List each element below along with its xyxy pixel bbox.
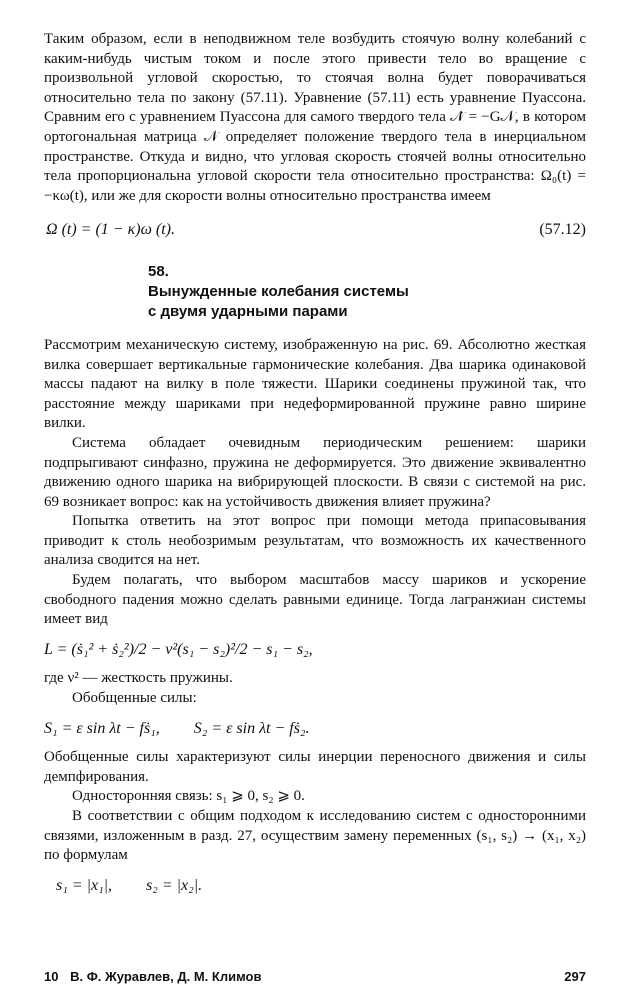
generalized-forces-formula bbox=[44, 719, 586, 739]
paragraph-poisson-equation: Таким образом, если в неподвижном теле возбудить стоячую волну колебаний с каким-нибудь чистым током и после этого привести тело во вращение с произвольной угловой скоростью, то стоячая волна будет поворачиваться относительно тела по закону (57.11). Уравнение (57.11) есть уравнение Пуассона. Сравним его с уравнением Пуассона для самого твердого тела 𝒩̇ = −G𝒩, в котором ортогональная матрица 𝒩 определяет положение твердого тела в инерциальном пространстве. Откуда и видно, что угловая скорость стоячей волны относительно тела пропорциональна угловой скорости тела относительно пространства: Ω₀(t) = −κω(t), или же для скорости волны относительно пространства имеем bbox=[44, 31, 586, 204]
paragraph-mechanical-system: Рассмотрим механическую систему, изображенную на рис. 69. Абсолютно жесткая вилка совершает вертикальные гармонические колебания. Два шарика одинаковой массы падают на вилку в поле тяжести. Шарики соединены пружиной так, что расстояние между шариками при недеформированной пружине равно ширине вилки. bbox=[44, 336, 586, 432]
section-title-line-1: Вынужденные колебания системы bbox=[148, 282, 409, 300]
page-number: 297 bbox=[564, 969, 586, 984]
paragraph-generalized-forces-label: Обобщенные силы: bbox=[72, 690, 197, 707]
force-2-formula: S₂ = ε sin λt − fṡ₂. bbox=[193, 719, 310, 737]
footer-authors: В. Ф. Журавлев, Д. М. Климов bbox=[70, 969, 262, 984]
substitution-1-formula: s₁ = |x₁|, bbox=[56, 876, 113, 894]
section-heading bbox=[148, 262, 586, 322]
force-1-formula: S₁ = ε sin λt − fṡ₁, bbox=[44, 719, 160, 737]
paragraph-periodic-solution: Система обладает очевидным периодическим решением: шарики подпрыгивают синфазно, пружина не деформируется. Это движение эквивалентно движению одного шарика на вибрирующей плоскости. В связи с системой на рис. 69 возникает вопрос: как на устойчивость движения влияет пружина? bbox=[44, 434, 586, 510]
paragraph-forces-meaning: Обобщенные силы характеризуют силы инерции переносного движения и силы демпфирования. bbox=[44, 749, 586, 785]
signature-number: 10 bbox=[44, 969, 59, 984]
section-number: 58. bbox=[148, 262, 169, 280]
lagrangian-formula: L = (ṡ₁² + ṡ₂²)/2 − ν²(s₁ − s₂)²/2 − s₁ − s₂, bbox=[44, 640, 313, 658]
substitution-formula bbox=[44, 876, 586, 896]
footer-signature bbox=[44, 969, 269, 984]
paragraph-variable-change: В соответствии с общим подходом к исследованию систем с односторонними связями, изложенным в разд. 27, осуществим замену переменных (s₁, s₂) → (x₁, x₂) по формулам bbox=[44, 808, 586, 864]
paragraph-fitting-method: Попытка ответить на этот вопрос при помощи метода припасовывания приводит к столь необозримым результатам, что возможность их качественного анализа сводится на нет. bbox=[44, 513, 586, 569]
paragraph-unilateral-constraint: Односторонняя связь: s₁ ⩾ 0, s₂ ⩾ 0. bbox=[72, 788, 305, 805]
paragraph-spring-stiffness: где ν² — жесткость пружины. bbox=[44, 670, 233, 687]
paragraph-scaling: Будем полагать, что выбором масштабов массу шариков и ускорение свободного падения можно сделать равными единице. Тогда лагранжиан системы имеет вид bbox=[44, 572, 586, 628]
substitution-2-formula: s₂ = |x₂|. bbox=[146, 876, 203, 894]
equation-57-12-formula: Ω (t) = (1 − κ)ω (t). bbox=[46, 221, 175, 239]
page-footer bbox=[44, 969, 586, 984]
section-title-line-2: с двумя ударными парами bbox=[148, 302, 348, 320]
page-body bbox=[44, 30, 586, 905]
equation-57-12 bbox=[44, 220, 586, 240]
equation-57-12-number: (57.12) bbox=[539, 221, 586, 239]
